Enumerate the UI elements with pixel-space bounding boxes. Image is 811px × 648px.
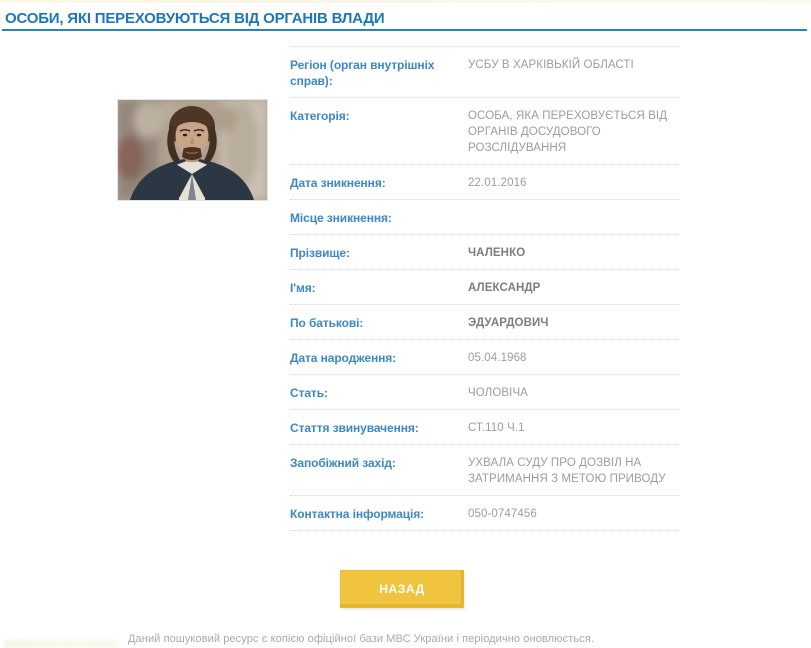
bottom-decoration xyxy=(4,640,119,648)
field-label: Дата зникнення: xyxy=(290,176,386,190)
detail-row xyxy=(290,47,680,98)
field-label: Стаття звинувачення: xyxy=(290,421,419,435)
field-label: Місце зникнення: xyxy=(290,211,392,225)
field-value: ОСОБА, ЯКА ПЕРЕХОВУЄТЬСЯ ВІД ОРГАНІВ ДОСУДОВОГО РОЗСЛІДУВАННЯ xyxy=(468,110,668,154)
detail-row xyxy=(290,496,680,531)
detail-row xyxy=(290,375,680,410)
details-table xyxy=(290,46,680,531)
field-label: По батькові: xyxy=(290,316,364,330)
field-value: УСБУ В ХАРКІВЬКІЙ ОБЛАСТІ xyxy=(468,59,634,71)
field-value: 05.04.1968 xyxy=(468,352,527,364)
field-label: Прізвище: xyxy=(290,246,350,260)
field-value: СТ.110 Ч.1 xyxy=(468,422,525,434)
detail-row xyxy=(290,410,680,445)
field-value: ЧОЛОВІЧА xyxy=(468,387,528,399)
field-value: ЧАЛЕНКО xyxy=(468,247,526,259)
detail-row xyxy=(290,200,680,235)
field-value: АЛЕКСАНДР xyxy=(468,282,541,294)
field-label: Запобіжний захід: xyxy=(290,456,396,470)
footer-note: Даний пошуковий ресурс є копією офіційної бази МВС України і періодично оновлюється. xyxy=(128,633,594,645)
back-button[interactable]: НАЗАД xyxy=(340,570,464,608)
field-label: Категорія: xyxy=(290,109,350,123)
page-title: ОСОБИ, ЯКІ ПЕРЕХОВУЮТЬСЯ ВІД ОРГАНІВ ВЛАДИ xyxy=(5,10,385,27)
title-divider xyxy=(2,29,807,31)
field-value: УХВАЛА СУДУ ПРО ДОЗВІЛ НА ЗАТРИМАННЯ З МЕТОЮ ПРИВОДУ xyxy=(468,457,666,485)
detail-row xyxy=(290,165,680,200)
field-value: ЭДУАРДОВИЧ xyxy=(468,317,549,329)
top-accent-strip xyxy=(0,0,811,3)
field-value: 22.01.2016 xyxy=(468,177,527,189)
detail-row xyxy=(290,305,680,340)
field-label: І'мя: xyxy=(290,281,316,295)
person-photo xyxy=(118,100,267,200)
detail-row xyxy=(290,270,680,305)
detail-row xyxy=(290,235,680,270)
detail-row xyxy=(290,98,680,165)
field-label: Стать: xyxy=(290,386,328,400)
field-label: Регіон (орган внутрішніх справ): xyxy=(290,58,435,88)
field-value: 050-0747456 xyxy=(468,508,537,520)
field-label: Дата народження: xyxy=(290,351,397,365)
field-value xyxy=(468,210,680,226)
field-label: Контактна інформація: xyxy=(290,507,425,521)
detail-row xyxy=(290,340,680,375)
detail-row xyxy=(290,445,680,496)
